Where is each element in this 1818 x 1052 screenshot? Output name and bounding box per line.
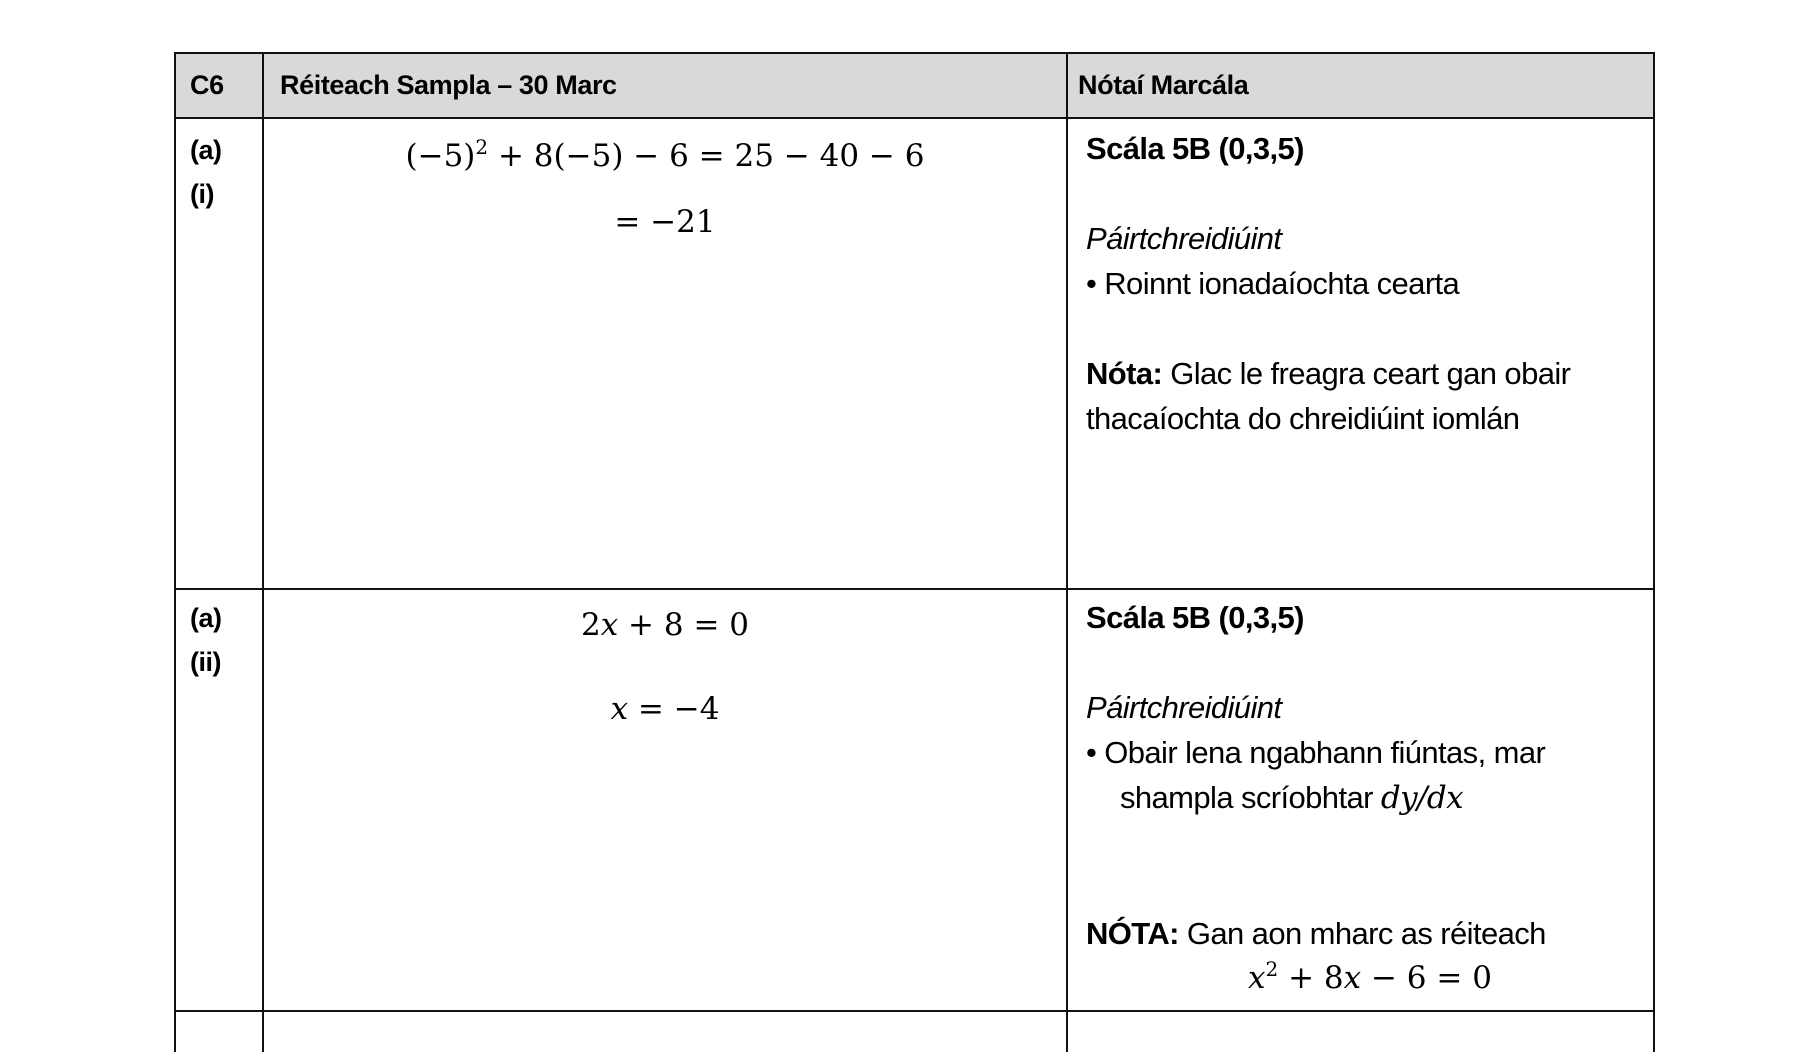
marking-notes-a-ii [1086,595,1646,1001]
row-divider [176,588,1653,590]
solution-line-2: x = −4 [610,691,720,727]
marking-scheme-table [174,52,1655,1052]
part-label-a: (a) [190,135,222,165]
note-text: Nóta: Glac le freagra ceart gan obair [1086,356,1571,391]
header-sample-solution: Réiteach Sampla – 30 Marc [280,70,617,100]
note-text: NÓTA: Gan aon mharc as réiteach [1086,916,1546,951]
note-equation: $x^2 + 8x - 6 = 0$ [1248,957,1492,996]
partial-credit-heading: Páirtchreidiúint [1086,221,1282,256]
partial-credit-bullet: • Roinnt ionadaíochta cearta [1086,266,1460,301]
partial-credit-heading: Páirtchreidiúint [1086,690,1282,725]
solution-line-1: $(-5)^2 + 8(-5) - 6 = 25 - 40 - 6$ [405,135,925,174]
header-question-number: C6 [190,70,224,100]
partial-credit-bullet: • Obair lena ngabhann fiúntas, mar [1086,735,1546,770]
scale-label: Scála 5B (0,3,5) [1086,131,1304,166]
part-label [190,128,222,216]
marking-notes-a-i [1086,126,1646,441]
table-header [176,54,1653,119]
part-label [190,596,222,684]
solution-line-1: 2x + 8 = 0 [580,607,750,643]
column-divider [1066,54,1068,1052]
solution-line-2: = −21 [614,204,716,240]
note-text-continued: thacaíochta do chreidiúint iomlán [1086,401,1520,436]
partial-credit-bullet-continued: shampla scríobhtar dy/dx [1120,780,1463,816]
part-label-i: (i) [190,179,214,209]
header-marking-notes: Nótaí Marcála [1078,70,1249,100]
scale-label: Scála 5B (0,3,5) [1086,600,1304,635]
part-label-ii: (ii) [190,647,221,677]
part-label-a: (a) [190,603,222,633]
